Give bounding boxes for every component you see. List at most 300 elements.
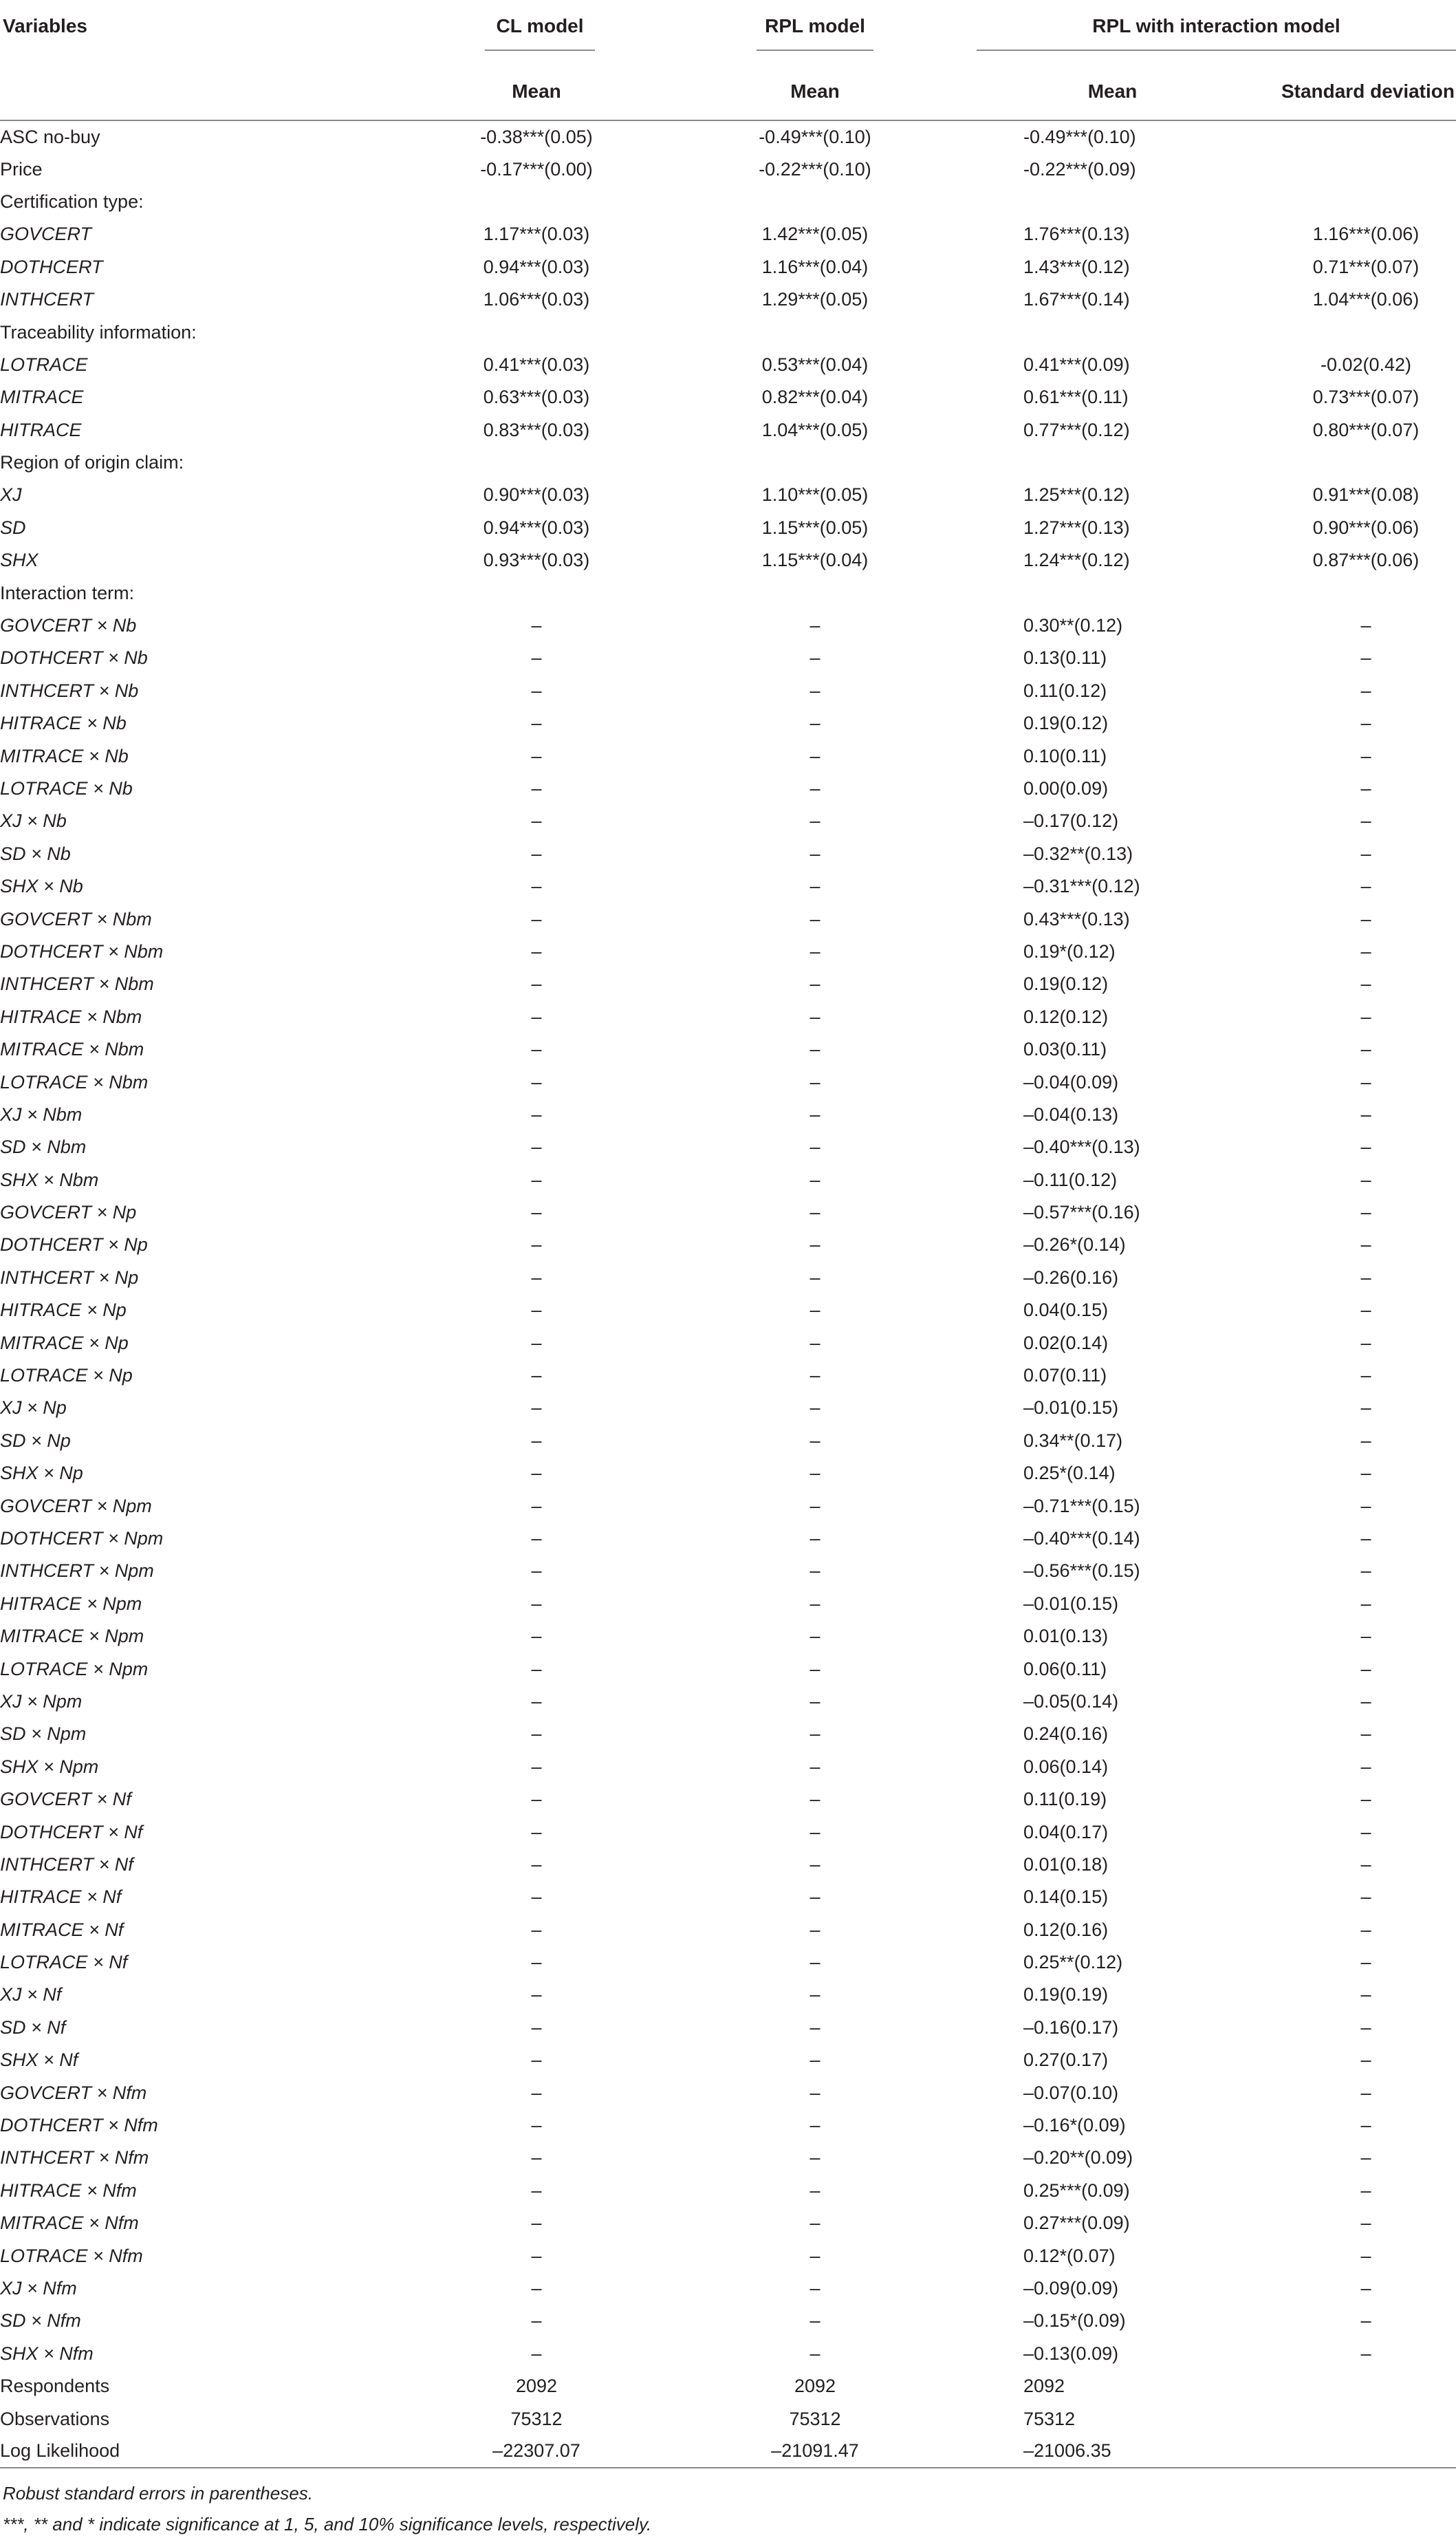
- table-row: [0, 1457, 1456, 1489]
- int-mean-cell: 0.19(0.12): [1023, 973, 1109, 995]
- int-mean-cell: –0.15*(0.09): [1023, 2310, 1126, 2332]
- int-mean-cell: -0.22***(0.09): [1023, 158, 1136, 180]
- row-label: INTHCERT: [0, 289, 94, 310]
- note-significance: ***, ** and * indicate significance at 1, 5, and 10% significance levels, respectively.: [3, 2514, 652, 2534]
- int-mean-cell: 0.12*(0.07): [1023, 2245, 1116, 2266]
- row-label: Interaction term:: [0, 582, 135, 603]
- cl-mean-cell: –: [531, 876, 542, 897]
- int-sd-cell: –: [1360, 647, 1371, 669]
- cl-mean-cell: [358, 186, 640, 218]
- int-sd-cell: –: [1360, 1495, 1371, 1516]
- row-label: DOTHCERT × Nf: [0, 1821, 143, 1842]
- table-row: [0, 1326, 1456, 1359]
- int-mean-cell: –0.40***(0.13): [1023, 1137, 1140, 1158]
- int-sd-cell: [1248, 2435, 1456, 2468]
- table-row: [0, 1522, 1456, 1555]
- table-row: [0, 2402, 1456, 2435]
- rpl-mean-cell: –: [810, 713, 821, 734]
- cl-mean-cell: [358, 316, 640, 348]
- cl-mean-cell: –: [531, 1593, 542, 1614]
- row-label: Observations: [0, 2408, 110, 2429]
- int-mean-cell: 0.41***(0.09): [1023, 354, 1130, 375]
- int-sd-cell: [1248, 2402, 1456, 2435]
- table-row: [0, 2044, 1456, 2076]
- cl-mean-cell: –: [531, 1756, 542, 1777]
- row-label: HITRACE × Nbm: [0, 1006, 142, 1027]
- rpl-mean-cell: –: [810, 1789, 821, 1810]
- table-row: [0, 2142, 1456, 2174]
- table-row: [0, 1913, 1456, 1946]
- row-label: INTHCERT × Nbm: [0, 973, 154, 995]
- int-sd-cell: –: [1360, 1853, 1371, 1875]
- int-sd-cell: –: [1360, 2277, 1371, 2299]
- header-row-stats: [0, 63, 1456, 120]
- int-sd-cell: –: [1360, 1397, 1371, 1419]
- rpl-mean-cell: –: [810, 1234, 821, 1256]
- int-sd-cell: –: [1360, 1332, 1371, 1353]
- int-sd-cell: 0.71***(0.07): [1312, 256, 1420, 277]
- cl-mean-cell: –: [531, 1789, 542, 1810]
- rpl-mean-cell: –: [810, 1527, 821, 1549]
- int-sd-cell: [1248, 577, 1456, 609]
- int-mean-cell: –0.04(0.09): [1023, 1071, 1119, 1093]
- row-label: SHX × Nfm: [0, 2343, 94, 2364]
- int-sd-cell: –: [1360, 1039, 1371, 1060]
- int-sd-cell: –: [1360, 2343, 1371, 2364]
- rpl-mean-cell: 1.42***(0.05): [761, 224, 869, 245]
- cl-mean-cell: 0.90***(0.03): [483, 484, 590, 506]
- cl-mean-cell: -0.17***(0.00): [480, 158, 593, 180]
- rpl-mean-cell: –: [810, 1006, 821, 1027]
- table-row: [0, 218, 1456, 250]
- table-row: [0, 1066, 1456, 1098]
- row-label: GOVCERT × Np: [0, 1202, 137, 1223]
- int-sd-cell: –: [1360, 940, 1371, 962]
- table-row: [0, 577, 1456, 609]
- int-sd-cell: –: [1360, 1137, 1371, 1158]
- int-sd-cell: –: [1360, 1071, 1371, 1093]
- int-mean-cell: –0.05(0.14): [1023, 1690, 1119, 1712]
- int-sd-cell: –: [1360, 2180, 1371, 2201]
- table-row: [0, 1392, 1456, 1424]
- header-spacer: [0, 63, 358, 120]
- rpl-mean-cell: –: [810, 2016, 821, 2038]
- cl-mean-cell: –: [531, 2213, 542, 2234]
- row-label: INTHCERT × Nfm: [0, 2147, 149, 2168]
- int-sd-cell: –: [1360, 1789, 1371, 1810]
- row-label: HITRACE × Nfm: [0, 2180, 137, 2201]
- rpl-mean-cell: –: [810, 908, 821, 929]
- int-mean-cell: 0.11(0.19): [1023, 1789, 1107, 1810]
- row-label: LOTRACE: [0, 354, 88, 375]
- rpl-mean-cell: -0.22***(0.10): [759, 158, 871, 180]
- table-row: [0, 1196, 1456, 1229]
- table-row: [0, 1099, 1456, 1131]
- table-row: [0, 1783, 1456, 1816]
- table-row: [0, 740, 1456, 772]
- int-sd-cell: –: [1360, 1300, 1371, 1321]
- table-row: [0, 153, 1456, 185]
- rpl-mean-cell: –: [810, 1984, 821, 2005]
- cl-mean-cell: –: [531, 1104, 542, 1125]
- int-mean-cell: 0.00(0.09): [1023, 778, 1109, 799]
- rpl-mean-cell: 0.82***(0.04): [761, 387, 869, 408]
- table-row: [0, 1881, 1456, 1913]
- row-label: Price: [0, 158, 43, 180]
- cl-mean-cell: –: [531, 1723, 542, 1745]
- int-mean-cell: 0.61***(0.11): [1023, 387, 1129, 408]
- table-body: [0, 120, 1456, 2468]
- int-sd-cell: –: [1360, 1234, 1371, 1256]
- table-row: [0, 1229, 1456, 1261]
- cl-mean-cell: 0.63***(0.03): [483, 387, 590, 408]
- table-row: [0, 186, 1456, 218]
- cl-model-header: [358, 4, 640, 63]
- cl-mean-cell: –: [531, 2310, 542, 2332]
- cl-mean-cell: –: [531, 1332, 542, 1353]
- int-mean-cell: –0.11(0.12): [1023, 1169, 1118, 1190]
- int-mean-cell: –0.40***(0.14): [1023, 1527, 1140, 1549]
- table-row: [0, 316, 1456, 348]
- int-sd-cell: [1248, 153, 1456, 185]
- table-row: [0, 675, 1456, 707]
- int-sd-cell: –: [1360, 1593, 1371, 1614]
- int-sd-cell: [1248, 316, 1456, 348]
- rpl-mean-cell: –: [810, 2049, 821, 2071]
- cl-mean-cell: –: [531, 1560, 542, 1582]
- row-label: LOTRACE × Np: [0, 1365, 133, 1386]
- cl-mean-cell: –: [531, 647, 542, 669]
- rpl-mean-cell: 1.29***(0.05): [761, 289, 869, 310]
- rpl-mean-cell: –: [810, 1332, 821, 1353]
- rpl-mean-cell: –: [810, 1886, 821, 1908]
- rpl-mean-cell: –: [810, 778, 821, 799]
- row-label: MITRACE × Nb: [0, 745, 129, 766]
- rpl-mean-cell: –: [810, 2180, 821, 2201]
- int-sd-cell: 0.80***(0.07): [1312, 419, 1420, 440]
- cl-mean-cell: 0.41***(0.03): [483, 354, 590, 375]
- cl-mean-header: Mean: [512, 80, 561, 102]
- table-row: [0, 349, 1456, 381]
- table-row: [0, 1751, 1456, 1783]
- row-label: Certification type:: [0, 191, 144, 212]
- table-row: [0, 446, 1456, 479]
- note-standard-errors: Robust standard errors in parentheses.: [3, 2483, 313, 2504]
- table-row: [0, 1294, 1456, 1326]
- table-row: [0, 968, 1456, 1000]
- cl-mean-cell: –: [531, 1267, 542, 1288]
- int-mean-cell: [949, 316, 1248, 348]
- rpl-mean-cell: –: [810, 2082, 821, 2103]
- int-mean-cell: –0.26*(0.14): [1023, 1234, 1126, 1256]
- table-row: [0, 1001, 1456, 1033]
- int-mean-cell: 0.07(0.11): [1023, 1365, 1107, 1386]
- rpl-model-header: [640, 4, 949, 63]
- cl-mean-cell: –: [531, 1202, 542, 1223]
- rpl-mean-cell: –: [810, 2213, 821, 2234]
- row-label: XJ × Nb: [0, 810, 67, 832]
- table-row: [0, 1164, 1456, 1196]
- row-label: Region of origin claim:: [0, 452, 184, 473]
- int-mean-cell: –0.01(0.15): [1023, 1593, 1119, 1614]
- table-row: [0, 2076, 1456, 2109]
- cl-mean-cell: –: [531, 2245, 542, 2266]
- int-mean-cell: 0.12(0.16): [1023, 1919, 1109, 1940]
- row-label: SD × Np: [0, 1430, 71, 1451]
- int-mean-cell: 0.25*(0.14): [1023, 1463, 1116, 1484]
- rpl-mean-cell: –: [810, 2245, 821, 2266]
- rpl-mean-cell: –: [810, 1560, 821, 1582]
- cl-mean-cell: [358, 446, 640, 479]
- cl-mean-cell: 0.93***(0.03): [483, 550, 590, 571]
- int-mean-cell: 1.24***(0.12): [1023, 550, 1130, 571]
- table-row: [0, 1555, 1456, 1587]
- int-sd-cell: –: [1360, 1430, 1371, 1451]
- table-row: [0, 479, 1456, 511]
- int-mean-cell: 0.25***(0.09): [1023, 2180, 1130, 2201]
- table-row: [0, 512, 1456, 544]
- rpl-mean-cell: –: [810, 680, 821, 701]
- cl-mean-cell: –22307.07: [492, 2440, 580, 2462]
- rpl-mean-cell: –: [810, 1430, 821, 1451]
- int-sd-cell: –: [1360, 2147, 1371, 2168]
- row-label: DOTHCERT × Np: [0, 1234, 148, 1256]
- int-mean-cell: –0.16(0.17): [1023, 2016, 1119, 2038]
- row-label: LOTRACE × Nbm: [0, 1071, 149, 1093]
- row-label: SD × Nf: [0, 2016, 66, 2038]
- rpl-mean-cell: –: [810, 1658, 821, 1679]
- row-label: DOTHCERT × Nfm: [0, 2115, 158, 2136]
- row-label: SHX × Npm: [0, 1756, 99, 1777]
- int-sd-cell: –: [1360, 1169, 1371, 1190]
- cl-mean-cell: –: [531, 2180, 542, 2201]
- int-mean-cell: 1.25***(0.12): [1023, 484, 1130, 506]
- cl-mean-cell: –: [531, 2082, 542, 2103]
- rpl-mean-cell: 1.15***(0.05): [761, 517, 869, 538]
- row-label: MITRACE × Npm: [0, 1626, 144, 1647]
- int-sd-cell: –: [1360, 1104, 1371, 1125]
- table-row: [0, 2305, 1456, 2337]
- cl-mean-cell: –: [531, 1169, 542, 1190]
- row-label: GOVCERT × Nbm: [0, 908, 152, 929]
- row-label: HITRACE × Npm: [0, 1593, 142, 1614]
- int-sd-cell: -0.02(0.42): [1320, 354, 1412, 375]
- table-row: [0, 414, 1456, 446]
- table-row: [0, 2370, 1456, 2402]
- int-mean-cell: –0.04(0.13): [1023, 1104, 1119, 1125]
- int-sd-cell: –: [1360, 745, 1371, 766]
- cl-mean-cell: –: [531, 2016, 542, 2038]
- row-label: SHX × Nbm: [0, 1169, 99, 1190]
- int-sd-cell: 0.90***(0.06): [1312, 517, 1420, 538]
- int-sd-cell: –: [1360, 1365, 1371, 1386]
- table-row: [0, 1359, 1456, 1392]
- row-label: XJ × Nf: [0, 1984, 62, 2005]
- cl-mean-cell: –: [531, 940, 542, 962]
- rpl-mean-cell: –: [810, 1593, 821, 1614]
- rpl-mean-cell: –: [810, 1853, 821, 1875]
- int-mean-cell: –0.56***(0.15): [1023, 1560, 1140, 1582]
- int-mean-cell: –0.57***(0.16): [1023, 1202, 1140, 1223]
- int-mean-cell: 75312: [1023, 2408, 1076, 2429]
- row-label: SD × Npm: [0, 1723, 87, 1745]
- table-row: [0, 2109, 1456, 2142]
- rpl-interaction-header: [949, 4, 1456, 63]
- int-mean-cell: 0.10(0.11): [1023, 745, 1107, 766]
- table-row: [0, 2207, 1456, 2239]
- cl-mean-cell: –: [531, 2147, 542, 2168]
- int-sd-cell: –: [1360, 973, 1371, 995]
- cl-mean-cell: –: [531, 1952, 542, 1973]
- table-row: [0, 1033, 1456, 1066]
- table-row: [0, 610, 1456, 642]
- cl-mean-cell: –: [531, 1463, 542, 1484]
- rpl-mean-cell: –: [810, 1919, 821, 1940]
- rpl-mean-cell: –: [810, 1723, 821, 1745]
- rpl-mean-cell: -0.49***(0.10): [759, 126, 871, 147]
- int-mean-cell: -0.49***(0.10): [1023, 126, 1136, 147]
- row-label: DOTHCERT: [0, 256, 103, 277]
- row-label: ASC no-buy: [0, 126, 100, 147]
- int-mean-header: Mean: [1087, 80, 1138, 102]
- table-row: [0, 773, 1456, 805]
- rpl-mean-cell: –: [810, 1300, 821, 1321]
- int-sd-cell: 0.73***(0.07): [1312, 387, 1420, 408]
- rpl-mean-cell: –: [810, 973, 821, 995]
- int-sd-cell: –: [1360, 1919, 1371, 1940]
- int-mean-cell: –0.09(0.09): [1023, 2277, 1119, 2299]
- row-label: SD × Nbm: [0, 1137, 87, 1158]
- int-mean-cell: 0.34**(0.17): [1023, 1430, 1123, 1451]
- row-label: XJ × Np: [0, 1397, 67, 1419]
- row-label: SD × Nb: [0, 843, 71, 864]
- rpl-mean-cell: [640, 316, 949, 348]
- cl-mean-cell: –: [531, 1300, 542, 1321]
- int-mean-cell: 0.11(0.12): [1023, 680, 1107, 701]
- row-label: SD: [0, 517, 26, 538]
- table-row: [0, 544, 1456, 577]
- rpl-mean-cell: –: [810, 1202, 821, 1223]
- rpl-mean-cell: –: [810, 2147, 821, 2168]
- int-mean-cell: 0.19(0.12): [1023, 713, 1109, 734]
- int-sd-cell: –: [1360, 2016, 1371, 2038]
- int-sd-cell: 1.16***(0.06): [1312, 224, 1420, 245]
- table-row: [0, 870, 1456, 903]
- row-label: Log Likelihood: [0, 2440, 120, 2462]
- row-label: GOVCERT: [0, 224, 92, 245]
- table-row: [0, 1131, 1456, 1163]
- int-mean-cell: 0.27(0.17): [1023, 2049, 1109, 2071]
- row-label: XJ × Nfm: [0, 2277, 77, 2299]
- cl-mean-cell: [358, 577, 640, 609]
- rpl-model-label: RPL model: [757, 15, 873, 51]
- int-sd-cell: –: [1360, 1202, 1371, 1223]
- int-sd-cell: –: [1360, 680, 1371, 701]
- table-row: [0, 2435, 1456, 2468]
- rpl-mean-cell: –: [810, 940, 821, 962]
- row-label: DOTHCERT × Nb: [0, 647, 148, 669]
- cl-mean-cell: –: [531, 908, 542, 929]
- row-label: XJ × Npm: [0, 1690, 83, 1712]
- cl-mean-cell: –: [531, 1984, 542, 2005]
- int-mean-cell: 0.06(0.11): [1023, 1658, 1107, 1679]
- rpl-mean-cell: –: [810, 2343, 821, 2364]
- int-sd-cell: –: [1360, 810, 1371, 832]
- rpl-mean-cell: –: [810, 1039, 821, 1060]
- cl-mean-cell: –: [531, 1039, 542, 1060]
- table-row: [0, 1620, 1456, 1653]
- cl-mean-cell: –: [531, 745, 542, 766]
- row-label: GOVCERT × Nf: [0, 1789, 131, 1810]
- table-row: [0, 1653, 1456, 1685]
- int-mean-cell: 0.30**(0.12): [1023, 615, 1123, 636]
- table-row: [0, 1718, 1456, 1750]
- table-notes: [3, 2478, 651, 2540]
- table-row: [0, 1816, 1456, 1848]
- rpl-mean-cell: –: [810, 745, 821, 766]
- int-mean-cell: 0.25**(0.12): [1023, 1952, 1123, 1973]
- cl-mean-cell: –: [531, 1821, 542, 1842]
- results-table: [0, 4, 1456, 2468]
- row-label: DOTHCERT × Npm: [0, 1527, 164, 1549]
- table-header: [0, 4, 1456, 120]
- int-sd-cell: –: [1360, 1756, 1371, 1777]
- int-sd-cell: –: [1360, 843, 1371, 864]
- int-mean-cell: 0.04(0.17): [1023, 1821, 1109, 1842]
- int-sd-cell: [1248, 446, 1456, 479]
- int-sd-cell: [1248, 120, 1456, 153]
- rpl-mean-cell: –: [810, 615, 821, 636]
- cl-mean-cell: –: [531, 2277, 542, 2299]
- row-label: GOVCERT × Nfm: [0, 2082, 147, 2103]
- row-label: MITRACE × Nbm: [0, 1039, 144, 1060]
- rpl-mean-cell: 75312: [789, 2408, 841, 2429]
- int-mean-cell: –0.13(0.09): [1023, 2343, 1119, 2364]
- rpl-mean-cell: –: [810, 1690, 821, 1712]
- cl-mean-cell: –: [531, 1495, 542, 1516]
- cl-mean-cell: 1.06***(0.03): [483, 289, 590, 310]
- row-label: LOTRACE × Nf: [0, 1952, 128, 1973]
- table-row: [0, 805, 1456, 837]
- table-row: [0, 1262, 1456, 1294]
- rpl-mean-cell: –: [810, 1756, 821, 1777]
- table-row: [0, 903, 1456, 935]
- int-mean-cell: [949, 577, 1248, 609]
- rpl-mean-cell: –: [810, 1626, 821, 1647]
- row-label: GOVCERT × Npm: [0, 1495, 152, 1516]
- int-mean-cell: –0.17(0.12): [1023, 810, 1119, 832]
- int-sd-cell: –: [1360, 1723, 1371, 1745]
- table-row: [0, 838, 1456, 870]
- int-mean-cell: 0.01(0.18): [1023, 1853, 1109, 1875]
- rpl-mean-cell: –: [810, 1169, 821, 1190]
- int-mean-cell: 0.04(0.15): [1023, 1300, 1109, 1321]
- rpl-mean-cell: –: [810, 1495, 821, 1516]
- row-label: SHX × Nb: [0, 876, 83, 897]
- variables-header: Variables: [3, 15, 87, 36]
- header-row-groups: [0, 4, 1456, 63]
- int-sd-cell: –: [1360, 2310, 1371, 2332]
- rpl-mean-cell: –: [810, 876, 821, 897]
- row-label: Respondents: [0, 2376, 110, 2397]
- row-label: INTHCERT × Np: [0, 1267, 139, 1288]
- int-sd-cell: –: [1360, 1267, 1371, 1288]
- cl-mean-cell: –: [531, 843, 542, 864]
- int-mean-cell: 0.06(0.14): [1023, 1756, 1109, 1777]
- int-sd-cell: –: [1360, 908, 1371, 929]
- rpl-mean-cell: [640, 186, 949, 218]
- rpl-mean-cell: [640, 577, 949, 609]
